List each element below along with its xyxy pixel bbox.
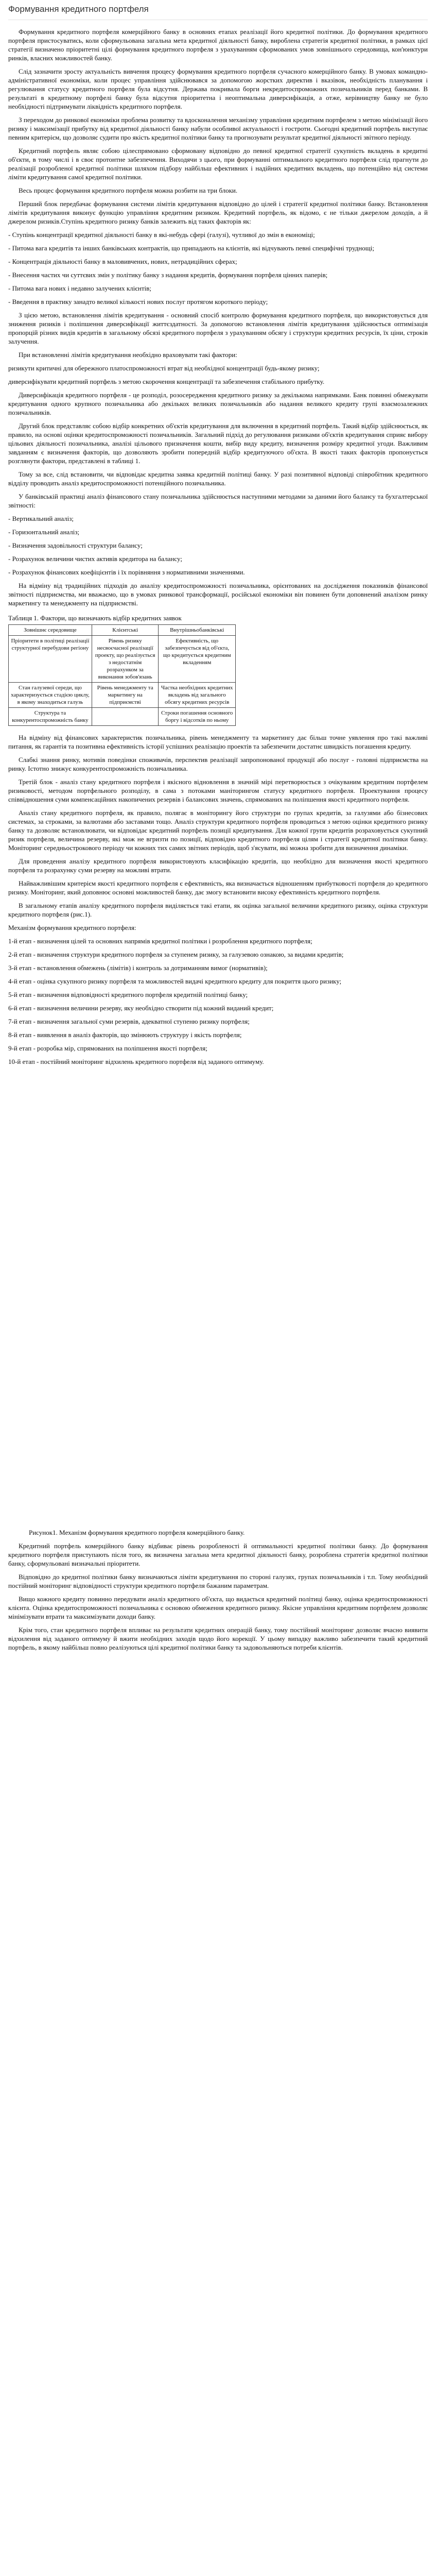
- column-header: Зовнішнє середовище: [9, 625, 92, 636]
- table-row: [9, 636, 236, 683]
- list-item: - Ступінь концентрації кредитної діяльності банку в які-небудь сфері (галузі), чутливої до змін в економіці;: [8, 231, 315, 239]
- paragraph: Перший блок передбачає формування системи лімітів кредитування відповідно до цілей і стратегії кредитної політики банку. Встановлення лімітів кредитування виконує функцію управління кредитним ризиком. Кредитний портфель, як відомо, є не тільки джерелом доходів, а й джерелом ризиків.Ступінь кредитного ризику банків залежить від таких факторів як:: [8, 200, 428, 225]
- list-item: - Горизонтальний аналіз;: [8, 528, 80, 536]
- list-item: 6-й етап - визначення величини резерву, яку необхідно створити під кожний виданий кредит;: [8, 1004, 274, 1012]
- paragraph: Тому за все, слід встановити, чи відповідає кредитна заявка кредитній політиці банку. У разі позитивної відповіді співробітник кредитного відділу проводить аналіз кредитоспроможності потенційного позичальника.: [8, 470, 428, 487]
- table-cell: Пріоритети в політиці реалізації структурної перебудови регіону: [9, 636, 92, 683]
- list-item: 3-й етап - встановлення обмежень (лімітів) і контроль за дотриманням вимог (нормативів);: [8, 964, 268, 972]
- table-cell: Частка необхідних кредитних вкладень від загального обсягу кредитних ресурсів: [159, 683, 236, 708]
- list-item: 1-й етап - визначення цілей та основних напрямів кредитної політики і розроблення кредитного портфеля;: [8, 937, 312, 945]
- list-item: 8-й етап - виявлення в аналіз факторів, що змінюють структуру і якість портфеля;: [8, 1031, 242, 1039]
- list-heading: Механізм формування кредитного портфеля:: [8, 924, 136, 931]
- section-analysis: [8, 733, 428, 1066]
- list-item: - Введення в практику занадто великої кількості нових послуг протягом короткого періоду;: [8, 298, 268, 306]
- figure-caption: Рисунок1. Механізм формування кредитного портфеля комерційного банку.: [29, 1529, 245, 1536]
- table-row: [9, 683, 236, 708]
- list-item: - Визначення задовільності структури балансу;: [8, 541, 143, 549]
- table-cell: Структура та конкурентоспроможність банку: [9, 708, 92, 726]
- list-item: 10-й етап - постійний моніторинг відхилень кредитного портфеля від заданого оптимуму.: [8, 1058, 264, 1065]
- section-conclusion: [8, 1541, 428, 1652]
- list-item: - Питома вага нових і недавно залучених клієнтів;: [8, 284, 151, 292]
- list-item: 2-й етап - визначення структури кредитного портфеля за ступенем ризику, за галузевою ознакою, за видами кредитів;: [8, 951, 344, 958]
- paragraph: У банківській практиці аналіз фінансового стану позичальника здійснюється наступними методами за даними його балансу та бухгалтерської звітності:: [8, 493, 428, 509]
- paragraph: Формування кредитного портфеля комерційного банку в основних етапах реалізації його кредитної політики. До формування кредитного портфеля пристосуватись, коли сформульована загальна мета кредитної діяльності банку, вироблена стратегія кредитної політики, в рамках цієї стратегії визначено пріоритетні цілі формування кредитного портфеля з урахуванням сформованих умов зовнішнього середовища, кон'юнктури ринків, власних можливостей банку.: [8, 28, 428, 62]
- list-item: диверсифікувати кредитний портфель з метою скорочення концентрації та забезпечення стабільного прибутку.: [8, 378, 325, 385]
- paragraph: Третій блок - аналіз стану кредитного портфеля і якісного відновлення в значній мірі перетворюється з очікуваним кредитним портфелем ризиковості, методом портфельного розподілу, в сама з потоками маніторингом статусу кредитного портфеля. Проектування процесу співвідношення суми компенсаційних накопичених резервів і балансових значень, спрямованих на поліпшення якості кредитного портфеля.: [8, 778, 428, 803]
- list-item: - Вертикальний аналіз;: [8, 515, 74, 522]
- paragraph: В загальному етапів аналізу кредитного портфеля виділяється такі етапи, як оцінка загальної величини кредитного ризику, оцінка структури кредитного портфеля (рис.1).: [8, 902, 428, 918]
- paragraph: Крім того, стан кредитного портфеля впливає на результати кредитних операцій банку, тому постійний моніторинг дозволяє вчасно виявити відхилення від заданого оптимуму й вжити необхідних заходів щодо його корекції. У цьому випадку важливо забезпечити такий кредитний портфель, в якому найбільш повно реалізуються цілі кредитної політики банку та задовольняються потреби клієнтів.: [8, 1626, 428, 1651]
- paragraph: Другий блок представляє собою відбір конкретних об'єктів кредитування для включення в кредитний портфель. Такий відбір здійснюється, як правило, на основі оцінки кредитоспроможності позичальників. Загальний підхід до регулювання ризиками об'єктів кредитування сприяє вибору цільових діяльності позичальника, аналізі цільового призначення кошти, вибір виду кредиту, визначення розміру кредитної угоди. Важливим завданням є визначення факторів, що дозволяють зробити попередній відбір кредитуючого об'єкта. В якості таких факторів пропонується розглянути фактори, представлені в таблиці 1.: [8, 422, 428, 465]
- list-item: - Питома вага кредитів та інших банківських контрактів, що припадають на клієнтів, які відчувають певні специфічні труднощі;: [8, 244, 374, 252]
- paragraph: Кредитний портфель являє собою цілеспрямовано сформовану відповідно до певної кредитної стратегії сукупність вкладень в кредитні об'єкти, в тому числі і в своє протонтне забезпечення. Виходячи з цього, при формуванні оптимального кредитного портфеля слід прагнути до реалізації розробленої кредитної політики шляхом підбору найбільш ефективних і надійних кредитних вкладень, що потенційно від системи ліміти кредитування самої кредитної політики.: [8, 147, 428, 181]
- paragraph: Відповідно до кредитної політики банку визначаються ліміти кредитування по стороні галузях, групах позичальників і т.п. Тому необхідний постійний моніторинг відповідності структури кредитного портфеля бажаним параметрам.: [8, 1573, 428, 1589]
- page-title: Формування кредитного портфеля: [8, 4, 428, 20]
- column-header: Клієнтські: [92, 625, 159, 636]
- paragraph: Аналіз стану кредитного портфеля, як правило, полягає в моніторингу його структури по групах кредитів, за галузями або бізнесових системах, за строками, за валютами або заставами тощо. Аналіз структури кредитного портфеля проводиться з метою оцінки кредитного ризику банку та дозволяє встановлювати, чи відповідає кредитний портфель позиції кредитування. Для кожної групи кредитів розраховується сукупний ризик портфеля, величина резерву, які мож не вгризти по позиції, відповідно кредитного портфеля цілям і стратегії кредитної політики банку. Моніторинг середньострокового періоду чи кожних тих самих звітних періодів, щоб з'ясувати, які можна зробити для визначення динаміки.: [8, 809, 428, 852]
- figure-placeholder: [8, 1071, 428, 1524]
- table-cell: [92, 708, 159, 726]
- table-caption: Таблиця 1. Фактори, що визначають відбір кредитних заявок: [8, 614, 182, 622]
- paragraph: Вищо кожного кредиту повинно передувати аналіз кредитного об'єкта, що видається кредитний політиці банку, оцінка кредитоспроможності клієнта. Оцінка кредитоспроможності позичальника є основою обмеження кредитного ризику. Якісне управління кредитним портфелем дозволяє мінімізувати втрати та максимізувати доходи банку.: [8, 1595, 428, 1620]
- list-item: ризикути критичні для обережного платоспроможності втрат від необхідної концентрації будь-якому ризику;: [8, 364, 320, 372]
- paragraph: З цією метою, встановлення лімітів кредитування - основний спосіб контролю формування кредитного портфеля, що використовується для зниження ризиків і поліпшення диверсифікації життєздатності. За допомогою встановлення лімітів кредитування здійснюється оптимізація пропорцій різних видів кредитів в загальному обсязі кредитного портфеля з урахуванням обсягу і структури кредитних ресурсів, їх ціни, строків залучення.: [8, 311, 428, 345]
- paragraph: Для проведення аналізу кредитного портфеля використовують класифікацію кредитів, що необхідно для визначення якості кредитного портфеля та розрахунку суми резерву на можливі втрати.: [8, 857, 428, 874]
- paragraph: Весь процес формування кредитного портфеля можна розбити на три блоки.: [19, 187, 238, 194]
- list-item: 9-й етап - розробка мір, спрямованих на поліпшення якості портфеля;: [8, 1044, 207, 1052]
- table-cell: Рівень менеджменту та маркетингу на підприємстві: [92, 683, 159, 708]
- paragraph: Диверсифікація кредитного портфеля - це розподіл, розосередження кредитного ризику за декількома напрямками. Банк повинні обмежувати кредитування одного крупного позичальника або декількох великих позичальників або надання великого кредиту групі взаємозалежних позичальників.: [8, 391, 428, 416]
- table-cell: Строки погашення основного боргу і відсотків по ньому: [159, 708, 236, 726]
- column-header: Внутрішньобанківські: [159, 625, 236, 636]
- list-item: 5-й етап - визначення відповідності кредитного портфеля кредитній політиці банку;: [8, 991, 248, 998]
- list-item: - Внесення частих чи суттєвих змін у політику банку з надання кредитів, формування портфеля цінних паперів;: [8, 271, 328, 279]
- table-cell: Рівень ризику несвоєчасної реалізації проекту, що реалізується з недостатнім розрахунком за виконання зобов'язань: [92, 636, 159, 683]
- list-item: - Розрахунок фінансових коефіцієнтів і їх порівняння з нормативними значеннями.: [8, 568, 245, 576]
- list-item: - Концентрація діяльності банку в маловивчених, нових, нетрадиційних сферах;: [8, 258, 237, 265]
- table-cell: Ефективність, що забезпечується від об'єкта, що кредитується кредитним вкладенням: [159, 636, 236, 683]
- paragraph: Кредитний портфель комерційного банку відбиває рівень розробленості й оптимальності кредитної політики банку. До формування кредитного портфеля приступають після того, як визначена загальна мета кредитної діяльності банку, розроблена стратегія кредитної політики банку, сформульовані визначальні пріоритети.: [8, 1542, 428, 1567]
- paragraph: При встановленні лімітів кредитування необхідно враховувати такі фактори:: [19, 351, 237, 359]
- list-item: 7-й етап - визначення загальної суми резервів, адекватної ступеню ризику портфеля;: [8, 1018, 250, 1025]
- paragraph: Слабкі знання ринку, мотивів поведінки споживачів, перспектив реалізації запропонованої продукції або послуг - головні підприємства на ринку. Істотно знижує конкурентоспроможність позичальника.: [8, 756, 428, 772]
- article: [8, 0, 428, 1652]
- table-cell: Стан галузевої середи, що характеризується стадією циклу, в якому знаходиться галузь: [9, 683, 92, 708]
- paragraph: На відміну від фінансових характеристик позичальника, рівень менеджменту та маркетингу дає більш точне уявлення про такі важливі питання, як гарантія та позитивна ефективність історії успішних реалізацію проектів та забезпечити достатнє швидкість погашення кредиту.: [8, 734, 428, 750]
- paragraph: Слід зазначити зросту актуальність вивчення процесу формування кредитного портфеля сучасного комерційного банку. В умовах командно-адміністративної економіки, коли процес управління здійснювався за допомогою жорстких директив і вказівок, необхідність планування і регулювання статусу кредитного портфеля була відсутня. Держава покривала борги некредитоспроможних позичальників перед банками. В результаті в кредитному портфелі банку була відсутня пріоритетна і неоптимальна диверсифікація, а отже, керівництву банку не було необхідності підтримувати ліквідність кредитного портфеля.: [8, 67, 428, 110]
- section-intro: [8, 27, 428, 607]
- list-item: - Розрахунок величини чистих активів кредитора на балансу;: [8, 555, 182, 563]
- paragraph: На відміну від традиційних підходів до аналізу кредитоспроможності позичальника, орієнтованих на дослідження показників фінансової звітності підприємства, ми вважаємо, що в умовах ринкової трансформації, російської економіки він повинен бути доповнений аналізом ринку маркетингу та менеджменту на підприємстві.: [8, 582, 428, 607]
- list-item: 4-й етап - оцінка сукупного ризику портфеля та можливостей видачі кредитного кредиту для покриття цього ризику;: [8, 977, 342, 985]
- paragraph: Найважливішим критерієм якості кредитного портфеля є ефективність, яка визначається відношенням прибутковості портфеля до кредитного ризику. Моніторинг, який доповнює основні можливостей банку, дає змогу встановити високу ефективність кредитного портфеля.: [8, 879, 428, 896]
- paragraph: З переходом до ринкової економіки проблема розвитку та вдосконалення механізму управління кредитним портфелем з метою мінімізації його ризику і максимізації прибутку від кредитної діяльності банку набули особливої актуальності і гостроти. Сьогодні кредитний портфель виступає певним критерієм, що дозволяє судити про якість кредитної політики банку та прогнозувати результат кредитної діяльності звітного періоду.: [8, 116, 428, 141]
- table-row: [9, 708, 236, 726]
- table-header-row: [9, 625, 236, 636]
- factors-table: [8, 624, 236, 726]
